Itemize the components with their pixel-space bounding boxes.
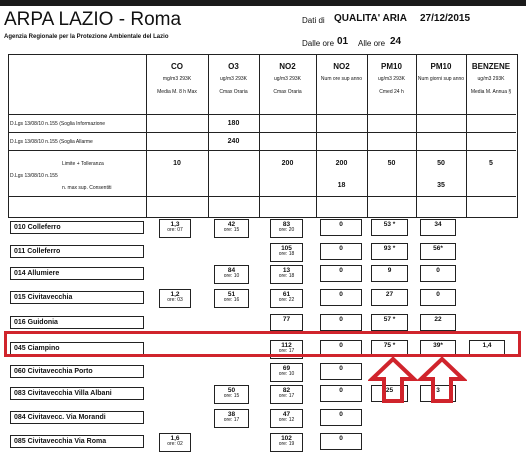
station-name: 085 Civitavecchia Via Roma	[10, 435, 144, 448]
station-value-no2: 105 ore: 18	[270, 243, 303, 262]
station-name: 084 Civitavecc. Via Morandi	[10, 411, 144, 424]
station-value-no2n: 0	[320, 314, 362, 331]
limit-value: 50	[437, 160, 445, 167]
station-value-no2: 47 ore: 12	[270, 409, 303, 428]
station-value-pm: 27	[371, 289, 408, 306]
max-exceed-value: 18	[337, 182, 346, 189]
ciampino-highlight	[4, 331, 521, 357]
limit-tolerance-label: Limite + Tolleranza	[62, 161, 104, 167]
station-value-o3: 51 ore: 16	[214, 289, 249, 308]
max-exceed-value: 35	[437, 182, 445, 189]
info-threshold-label: D.Lgs 13/08/10 n.155 (Soglia Informazione	[10, 121, 106, 127]
pm10-days-arrow-icon	[417, 357, 467, 403]
info-threshold-o3: 180	[227, 120, 240, 127]
station-value-o3: 38 ore: 17	[214, 409, 249, 428]
station-value-pm: 53 *	[371, 219, 408, 236]
grid-line	[8, 196, 516, 197]
station-name: 083 Civitavecchia Villa Albani	[10, 387, 144, 400]
grid-line	[8, 150, 516, 151]
station-name: 014 Allumiere	[10, 267, 144, 280]
station-value-no2n: 0	[320, 243, 362, 260]
page-title: ARPA LAZIO - Roma	[4, 9, 182, 30]
station-value-o3: 50 ore: 15	[214, 385, 249, 404]
agency-subtitle: Agenzia Regionale per la Protezione Ambientale del Lazio	[4, 34, 169, 40]
station-value-no2n: 0	[320, 409, 362, 426]
dalle-label: Dalle ore	[302, 39, 335, 48]
column-header-6: BENZENE ug/m3 293K Media M. Annua §	[470, 62, 512, 95]
station-value-no2: 77	[270, 314, 303, 331]
limit-value: 50	[387, 160, 396, 167]
station-value-o3: 42 ore: 15	[214, 219, 249, 238]
station-value-no2: 13 ore: 18	[270, 265, 303, 284]
station-value-no2n: 0	[320, 340, 362, 357]
limit-value: 5	[489, 160, 493, 167]
station-value-bz: 1,4	[469, 340, 505, 357]
station-value-no2n: 0	[320, 265, 362, 282]
grid-line	[8, 132, 516, 133]
station-value-pmn: 39*	[420, 340, 456, 357]
station-value-no2: 82 ore: 17	[270, 385, 303, 404]
limit-value: 200	[335, 160, 348, 167]
alarm-threshold-o3: 240	[227, 138, 240, 145]
limit-ref-label: D.Lgs 13/08/10 n.155	[10, 173, 58, 179]
station-value-pmn: 34	[420, 219, 456, 236]
station-value-pm: 93 *	[371, 243, 408, 260]
station-value-no2n: 0	[320, 289, 362, 306]
station-value-pmn: 0	[420, 289, 456, 306]
station-value-no2n: 0	[320, 219, 362, 236]
pm10-arrow-icon	[368, 357, 418, 403]
station-value-pmn: 0	[420, 265, 456, 282]
max-exceed-label: n. max sup. Consentiti	[62, 185, 112, 191]
station-value-no2n: 0	[320, 385, 362, 402]
station-value-pm: 57 *	[371, 314, 408, 331]
grid-line	[8, 114, 516, 115]
column-header-0: CO mg/m3 293K Media M. 8 h Max	[157, 62, 197, 95]
station-name: 045 Ciampino	[10, 342, 144, 355]
alarm-threshold-label: D.Lgs 13/08/10 n.155 (Soglia Allarme	[10, 139, 93, 145]
dati-label: Dati di	[302, 16, 325, 25]
station-value-no2: 69 ore: 10	[270, 363, 303, 382]
station-value-o3: 84 ore: 10	[214, 265, 249, 284]
station-name: 016 Guidonia	[10, 316, 144, 329]
column-header-5: PM10 Num giorni sup anno	[417, 62, 465, 82]
station-value-pm: 9	[371, 265, 408, 282]
station-value-pm: 75 *	[371, 340, 408, 357]
station-value-pmn: 3	[420, 385, 456, 402]
report-date: 27/12/2015	[420, 13, 471, 24]
station-value-no2: 112 ore: 17	[270, 340, 303, 359]
station-value-co: 1,3 ore: 07	[159, 219, 191, 238]
station-name: 060 Civitavecchia Porto	[10, 365, 144, 378]
column-header-4: PM10 ug/m3 293K Cmed 24 h	[378, 62, 405, 95]
dati-value: QUALITA' ARIA	[334, 13, 407, 24]
column-header-1: O3 ug/m3 293K Cmax Oraria	[219, 62, 248, 95]
alle-value: 24	[390, 36, 402, 47]
column-header-3: NO2 Num ore sup anno	[320, 62, 363, 82]
station-value-pmn: 56*	[420, 243, 456, 260]
station-value-co: 1,2 ore: 03	[159, 289, 191, 308]
station-value-no2n: 0	[320, 433, 362, 450]
station-name: 010 Colleferro	[10, 221, 144, 234]
station-name: 015 Civitavecchia	[10, 291, 144, 304]
alle-label: Alle ore	[358, 39, 386, 48]
station-value-co: 1,6 ore: 02	[159, 433, 191, 452]
station-value-pm: 25	[371, 385, 408, 402]
limit-value: 10	[173, 160, 181, 167]
station-value-no2n: 0	[320, 363, 362, 380]
station-value-no2: 61 ore: 22	[270, 289, 303, 308]
limit-value: 200	[281, 160, 294, 167]
station-value-no2: 83 ore: 20	[270, 219, 303, 238]
station-value-pmn: 22	[420, 314, 456, 331]
column-header-2: NO2 ug/m3 293K Cmax Oraria	[273, 62, 302, 95]
top-strip	[0, 0, 526, 6]
station-name: 011 Colleferro	[10, 245, 144, 258]
dalle-value: 01	[337, 36, 349, 47]
station-value-no2: 102 ore: 19	[270, 433, 303, 452]
